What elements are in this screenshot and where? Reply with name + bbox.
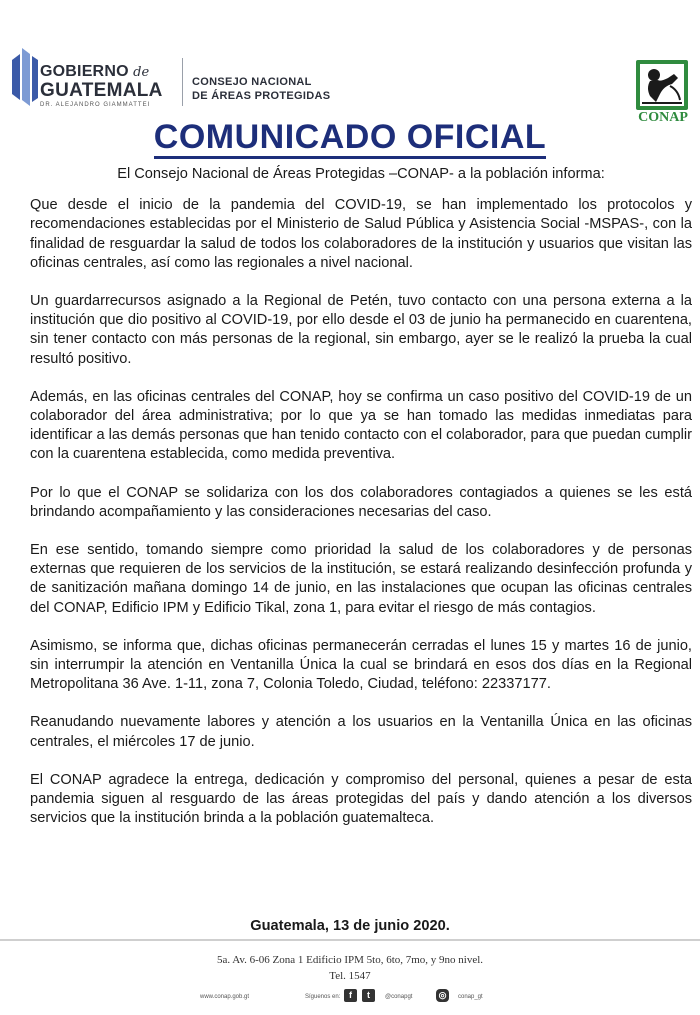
council-line2: DE ÁREAS PROTEGIDAS — [192, 90, 331, 102]
facebook-icon[interactable]: f — [344, 989, 357, 1002]
social-handle-2[interactable]: conap_gt — [458, 994, 483, 1000]
paragraph: Reanudando nuevamente labores y atención a los usuarios en la Ventanilla Única en las oficinas centrales, el miércoles 17 de junio. — [30, 714, 692, 750]
paragraph: Además, en las oficinas centrales del CONAP, hoy se confirma un caso positivo del COVID-19 de un colaborador del área administrativa; por lo que ya se han tomado las medidas inmediatas para identificar a las demás personas que han tenido contacto con el colaborador, para que puedan cumplir con la cuarentena establecida, como medida preventiva. — [30, 388, 693, 463]
paragraph: El CONAP agradece la entrega, dedicación y compromiso del personal, quienes a pesar de esta pandemia siguen al resguardo de las áreas protegidas del país y dando atención a los diversos servicios que la institución brinda a la población guatemalteca. — [30, 771, 692, 827]
date-line: Guatemala, 13 de junio 2020. — [250, 918, 450, 934]
footer-divider — [0, 939, 700, 941]
follow-label: Síguenos en: — [305, 994, 341, 1000]
letterhead — [0, 0, 700, 125]
website-link[interactable]: www.conap.gob.gt — [200, 994, 250, 1000]
monkey-icon — [640, 64, 684, 106]
footer-address — [0, 952, 700, 984]
intro-line: El Consejo Nacional de Áreas Protegidas –CONAP- a la población informa: — [117, 166, 605, 182]
address-line1: 5a. Av. 6-06 Zona 1 Edificio IPM 5to, 6to, 7mo, y 9no nivel. — [216, 954, 484, 966]
gov-name-line2: GUATEMALA — [40, 80, 163, 101]
paragraph: Por lo que el CONAP se solidariza con los dos colaboradores contagiados a quienes se les está brindando acompañamiento y las consideraciones necesarias del caso. — [30, 484, 692, 520]
gov-name-de: de — [133, 65, 150, 80]
government-emblem-icon — [8, 48, 42, 106]
government-logo — [40, 64, 163, 108]
paragraph: Un guardarrecursos asignado a la Regional de Petén, tuvo contacto con una persona externa a la institución que dio positivo al COVID-19, por ello desde el 03 de junio ha permanecido en cuarentena, sin tener contacto con más personas de la regional, sin embargo, ayer se le realizó la prueba la cual resultó positivo. — [30, 293, 692, 367]
address-line2: Tel. 1547 — [329, 970, 371, 982]
document-title — [0, 118, 700, 157]
social-handle-1[interactable]: @conapgt — [385, 994, 413, 1000]
paragraph: En ese sentido, tomando siempre como prioridad la salud de los colaboradores y de personas externas que requieren de los servicios de la institución, se estará realizando desinfección profunda y de sanitización mañana domingo 14 de junio, en las instalaciones que ocupan las oficinas centrales del CONAP, Edificio IPM y Edificio Tikal, zona 1, para evitar el riesgo de más contagios. — [30, 542, 692, 616]
header-divider — [182, 58, 183, 106]
conap-label: CONAP — [638, 110, 688, 125]
instagram-icon[interactable]: ◎ — [436, 989, 449, 1002]
council-name — [192, 75, 330, 103]
footer-bar — [0, 988, 700, 1008]
gov-name-line1: GOBIERNO — [40, 63, 129, 80]
gov-president: DR. ALEJANDRO GIAMMATTEI — [40, 102, 151, 108]
twitter-icon[interactable]: t — [362, 989, 375, 1002]
conap-logo-box — [636, 60, 688, 110]
document-title-text: COMUNICADO OFICIAL — [154, 118, 546, 159]
paragraph: Asimismo, se informa que, dichas oficinas permanecerán cerradas el lunes 15 y martes 16 de junio, sin interrumpir la atención en Ventanilla Única la cual se brindará en esos dos días en la Regional Metropolitana 36 Ave. 1-11, zona 7, Colonia Toledo, Ciudad, teléfono: 22337177. — [30, 637, 692, 693]
document-body — [30, 165, 692, 847]
paragraph: Que desde el inicio de la pandemia del COVID-19, se han implementado los protocolos y recomendaciones establecidas por el Ministerio de Salud Pública y Asistencia Social -MSPAS-, con la finalidad de resguardar la salud de todos los colaboradores de la institución y usuarios que visitan las oficinas centrales, así como las regionales a nivel nacional. — [30, 197, 692, 271]
council-line1: CONSEJO NACIONAL — [192, 76, 312, 88]
